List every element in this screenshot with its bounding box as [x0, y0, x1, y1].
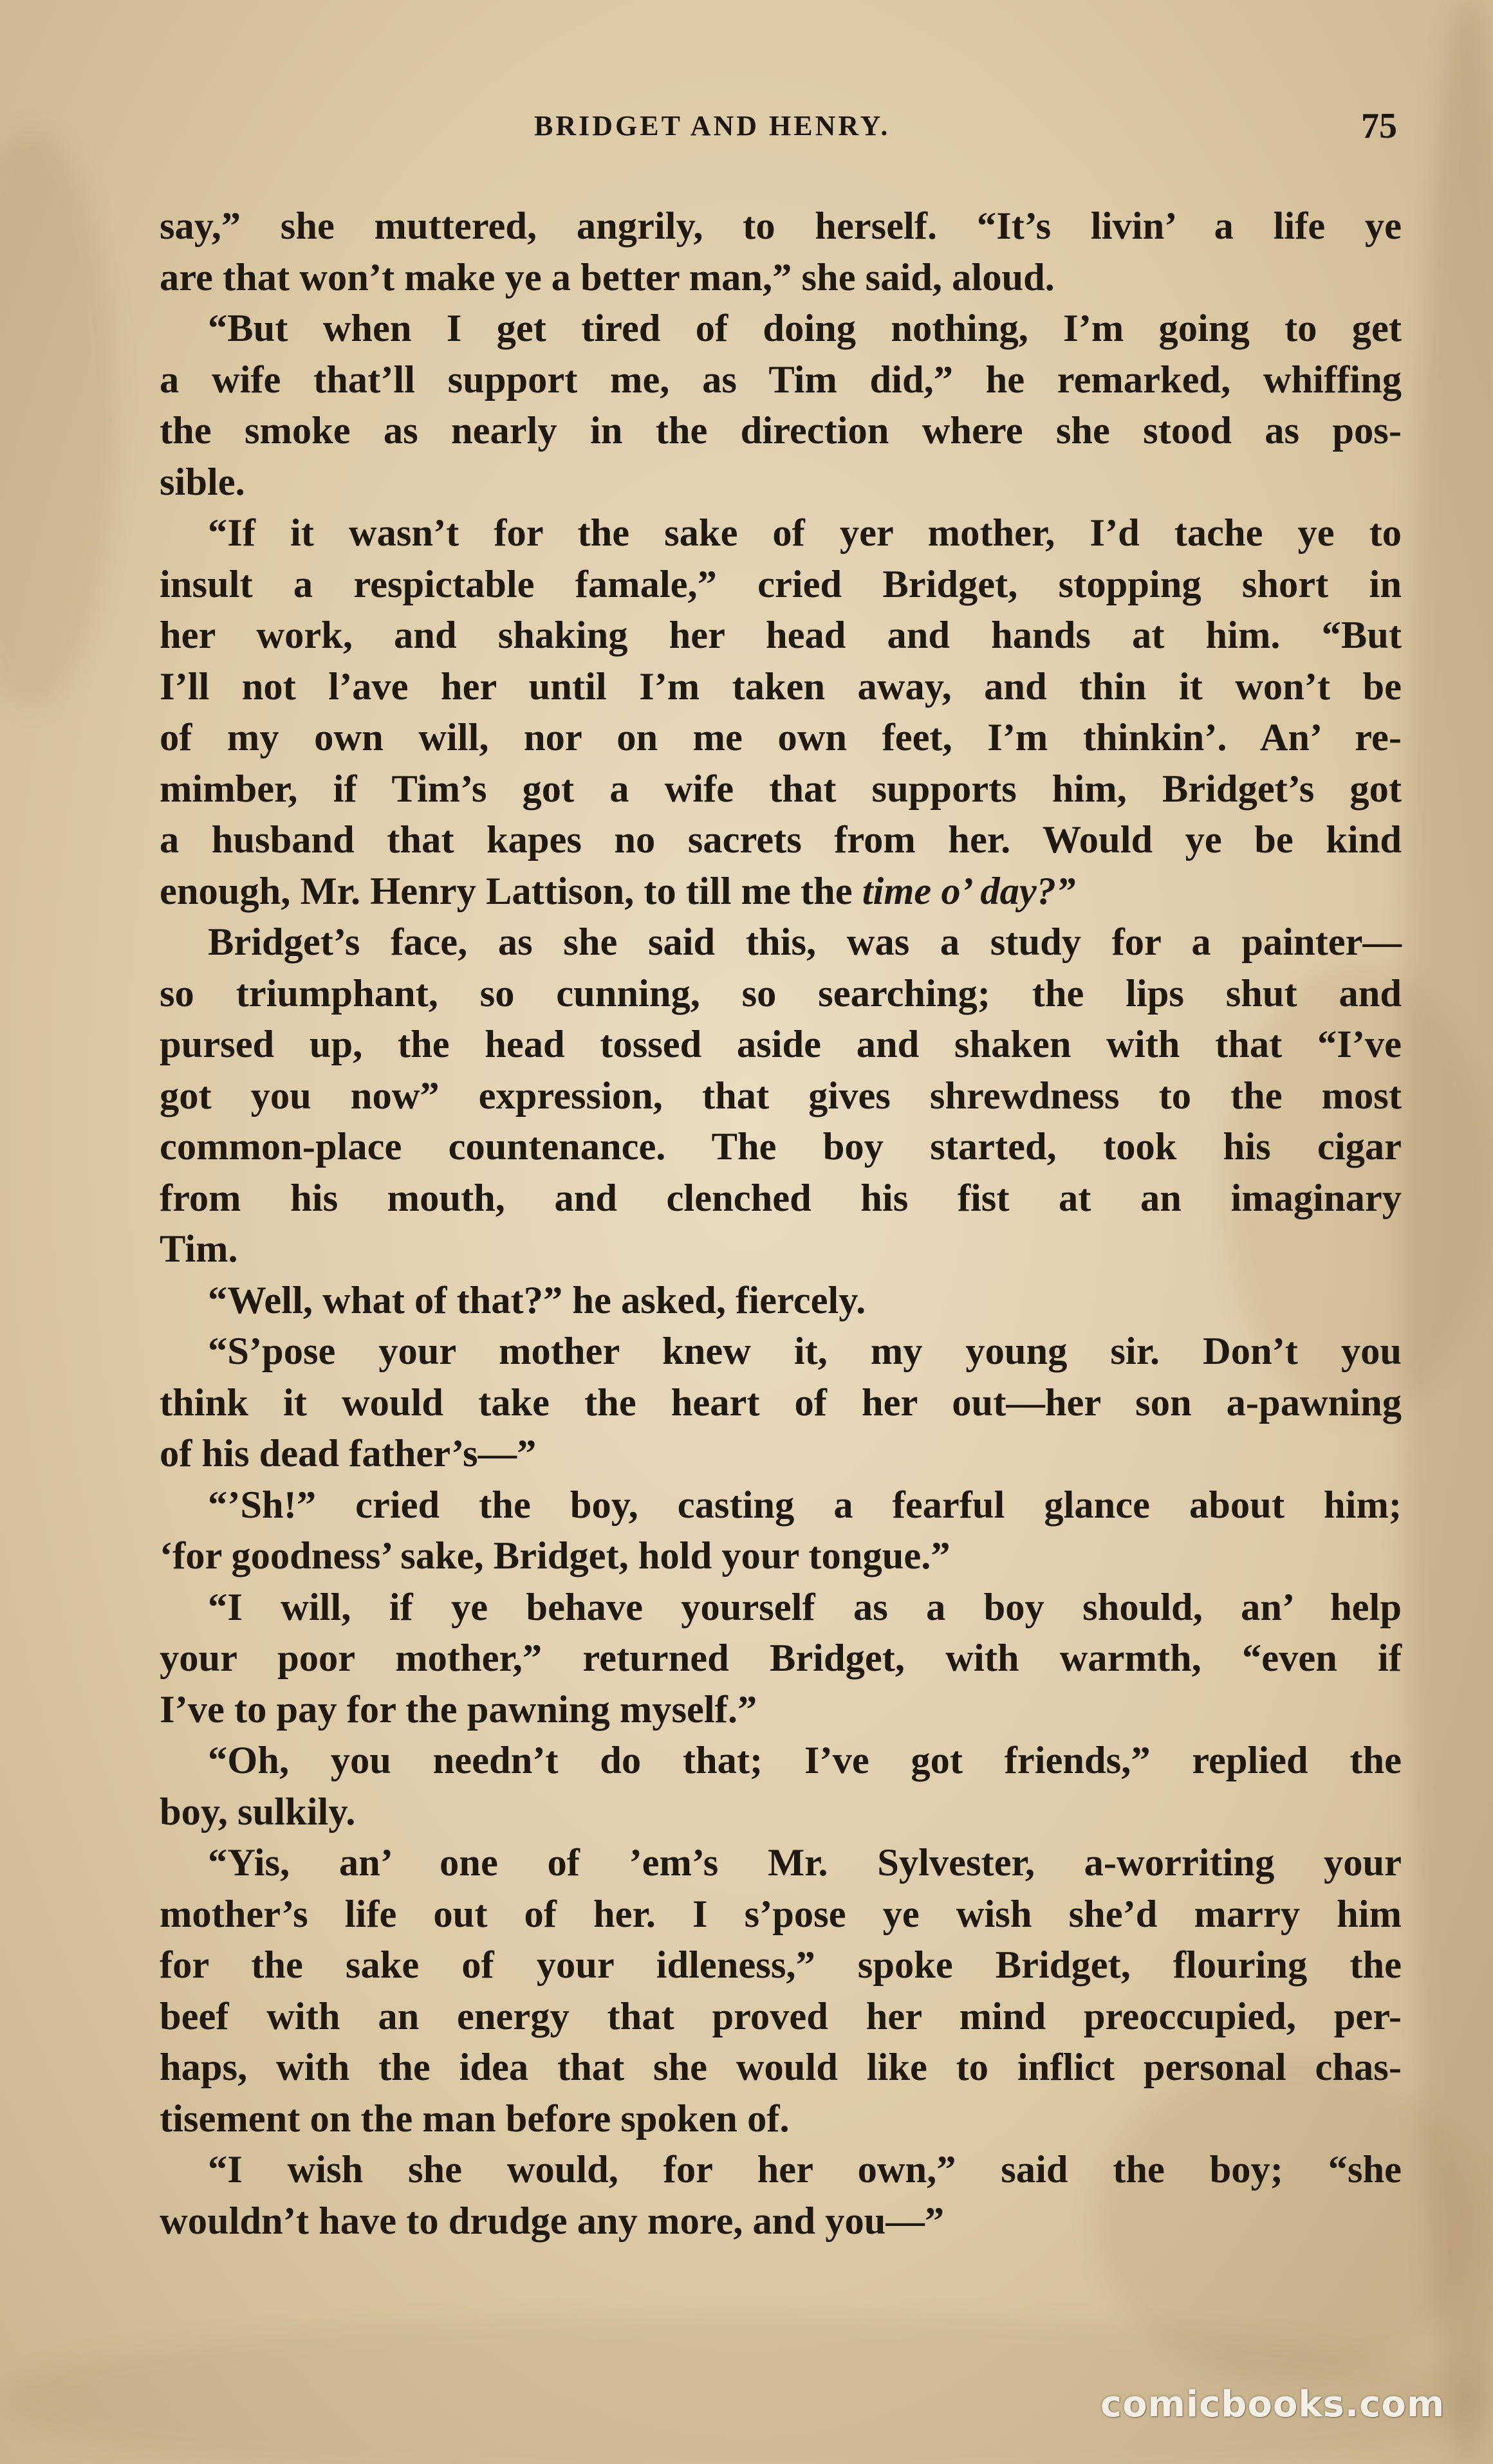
- text-line: enough, Mr. Henry Lattison, to till me the: [160, 869, 853, 913]
- text-line: your poor mother,” returned Bridget, with warmth, “even if: [160, 1637, 1402, 1680]
- text-line: I’ve to pay for the pawning myself.”: [160, 1687, 757, 1731]
- text-line: so triumphant, so cunning, so searching; the lips shut and: [160, 971, 1402, 1015]
- running-head: [0, 106, 1493, 161]
- text-line: “Yis, an’ one of ’em’s Mr. Sylvester, a-worriting your: [208, 1841, 1402, 1884]
- text-line: of my own will, nor on me own feet, I’m thinkin’. An’ re-: [160, 716, 1402, 759]
- text-line: mother’s life out of her. I s’pose ye wish she’d marry him: [160, 1892, 1402, 1936]
- text-line: ‘for goodness’ sake, Bridget, hold your tongue.”: [160, 1534, 951, 1577]
- text-line: think it would take the heart of her out—her son a-pawning: [160, 1381, 1402, 1424]
- text-line: beef with an energy that proved her mind preoccupied, per-: [160, 1994, 1402, 2038]
- text-line: mimber, if Tim’s got a wife that supports him, Bridget’s got: [160, 767, 1402, 811]
- text-line: Bridget’s face, as she said this, was a study for a painter—: [208, 921, 1402, 964]
- watermark-logo: comicbooks.com: [1100, 2384, 1445, 2425]
- text-line: “If it wasn’t for the sake of yer mother, I’d tache ye to: [208, 511, 1402, 555]
- text-line: her work, and shaking her head and hands at him. “But: [160, 614, 1402, 657]
- text-line: tisement on the man before spoken of.: [160, 2097, 790, 2140]
- text-line: the smoke as nearly in the direction where she stood as pos-: [160, 409, 1402, 452]
- text-line: from his mouth, and clenched his fist at an imaginary: [160, 1176, 1402, 1220]
- paper-stain: [0, 129, 116, 708]
- text-line: a husband that kapes no sacrets from her. Would ye be kind: [160, 818, 1402, 861]
- text-line: haps, with the idea that she would like to inflict personal chas-: [160, 2046, 1402, 2089]
- text-line: a wife that’ll support me, as Tim did,” he remarked, whiffing: [160, 358, 1402, 401]
- text-line: wouldn’t have to drudge any more, and you—”: [160, 2199, 945, 2243]
- text-line: I’ll not l’ave her until I’m taken away, and thin it won’t be: [160, 665, 1402, 708]
- text-line: “’Sh!” cried the boy, casting a fearful glance about him;: [208, 1483, 1402, 1527]
- page-number: 75: [1361, 106, 1397, 146]
- text-line: “I wish she would, for her own,” said the boy; “she: [208, 2148, 1402, 2191]
- text-line: got you now” expression, that gives shrewdness to the most: [160, 1074, 1402, 1117]
- text-line: common-place countenance. The boy started, took his cigar: [160, 1125, 1402, 1168]
- text-line: say,” she muttered, angrily, to herself. “It’s livin’ a life ye: [160, 205, 1402, 248]
- text-line: pursed up, the head tossed aside and shaken with that “I’ve: [160, 1023, 1402, 1066]
- body-text: [160, 201, 1402, 2247]
- text-line: for the sake of your idleness,” spoke Bridget, flouring the: [160, 1944, 1402, 1987]
- text-line: of his dead father’s—”: [160, 1432, 537, 1475]
- text-line-with-italic: [160, 866, 1402, 917]
- running-title: BRIDGET AND HENRY.: [534, 110, 891, 142]
- text-line: boy, sulkily.: [160, 1790, 356, 1834]
- text-line: are that won’t make ye a better man,” she said, aloud.: [160, 255, 1055, 299]
- text-line: “S’pose your mother knew it, my young sir. Don’t you: [208, 1330, 1402, 1373]
- italic-phrase: time o’ day?”: [862, 869, 1076, 913]
- text-line: insult a respictable famale,” cried Bridget, stopping short in: [160, 562, 1402, 606]
- text-line: Tim.: [160, 1227, 238, 1271]
- text-line: sible.: [160, 460, 245, 504]
- text-line: “Oh, you needn’t do that; I’ve got friends,” replied the: [208, 1739, 1402, 1782]
- paper-edge-shadow: [1403, 0, 1493, 2464]
- text-line: “Well, what of that?” he asked, fiercely.: [208, 1278, 866, 1322]
- text-line: “But when I get tired of doing nothing, I’m going to get: [208, 307, 1402, 350]
- text-line: “I will, if ye behave yourself as a boy should, an’ help: [208, 1585, 1402, 1629]
